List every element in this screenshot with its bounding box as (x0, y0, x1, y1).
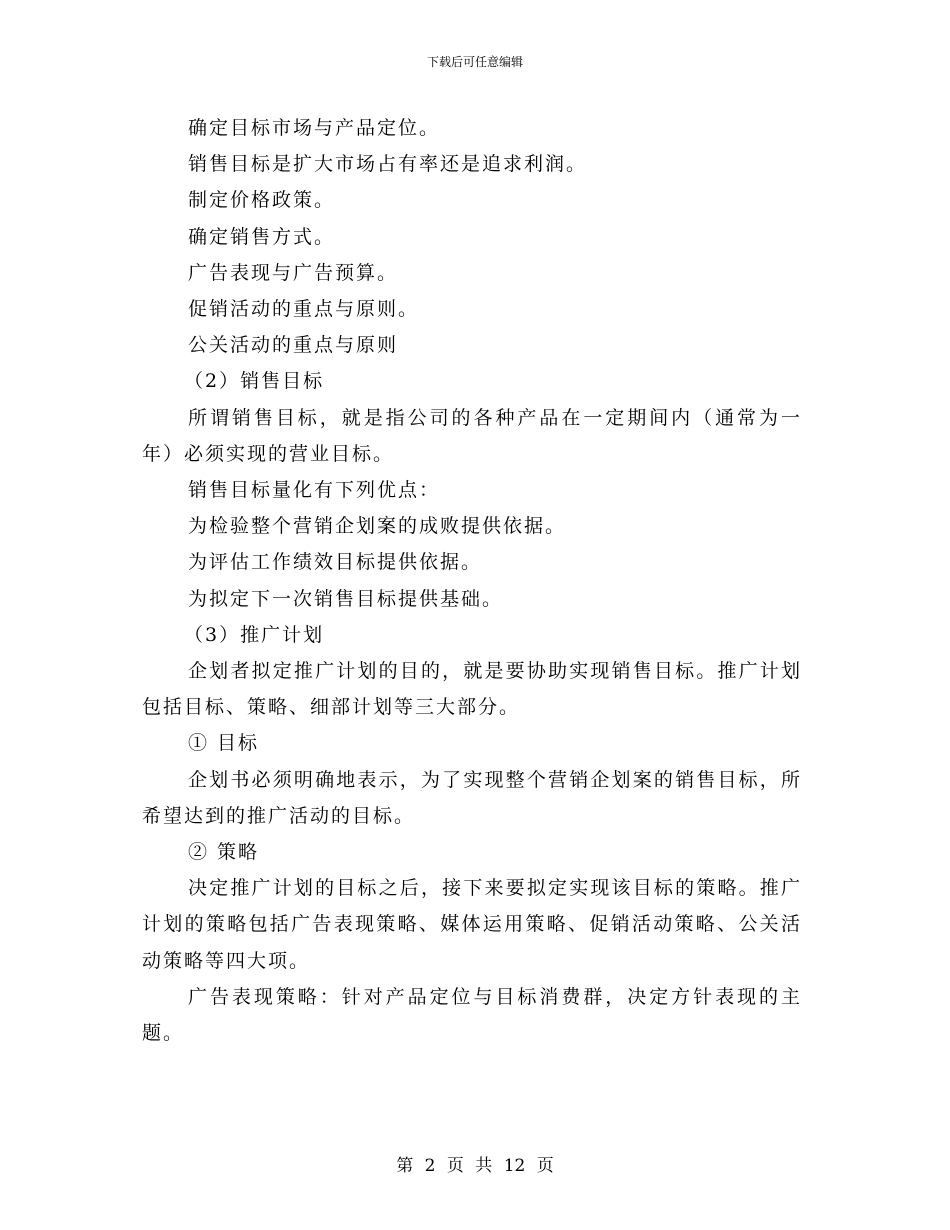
document-body (142, 110, 802, 1051)
section-heading: （2）销售目标 (184, 370, 325, 393)
page-header: 下载后可任意编辑 (426, 55, 523, 69)
section-heading: （3）推广计划 (184, 623, 325, 646)
paragraph: 为检验整个营销企划案的成败提供依据。 (188, 515, 567, 538)
paragraph: 为拟定下一次销售目标提供基础。 (188, 587, 504, 610)
paragraph: 决定推广计划的目标之后，接下来要拟定实现该目标的策略。推广计划的策略包括广告表现策略、媒体运用策略、促销活动策略、公关活动策略等四大项。 (142, 877, 802, 972)
subsection-heading: ① 目标 (188, 732, 260, 755)
paragraph: 为评估工作绩效目标提供依据。 (188, 551, 483, 574)
paragraph: 销售目标是扩大市场占有率还是追求利润。 (188, 153, 588, 176)
subsection-heading: ② 策略 (188, 841, 260, 864)
paragraph: 所谓销售目标，就是指公司的各种产品在一定期间内（通常为一年）必须实现的营业目标。 (142, 406, 802, 465)
paragraph: 促销活动的重点与原则。 (188, 298, 420, 321)
paragraph: 确定销售方式。 (188, 225, 336, 248)
paragraph: 广告表现与广告预算。 (188, 261, 399, 284)
paragraph: 广告表现策略：针对产品定位与目标消费群，决定方针表现的主题。 (142, 985, 802, 1045)
page-footer: 第 2 页 共 12 页 (396, 1156, 554, 1176)
paragraph: 销售目标量化有下列优点： (188, 479, 441, 502)
paragraph: 企划者拟定推广计划的目的，就是要协助实现销售目标。推广计划包括目标、策略、细部计划等三大部分。 (142, 660, 802, 719)
paragraph: 确定目标市场与产品定位。 (188, 117, 441, 139)
paragraph: 制定价格政策。 (188, 189, 336, 212)
paragraph: 企划书必须明确地表示，为了实现整个营销企划案的销售目标，所希望达到的推广活动的目标。 (142, 768, 802, 827)
paragraph: 公关活动的重点与原则 (188, 334, 399, 357)
